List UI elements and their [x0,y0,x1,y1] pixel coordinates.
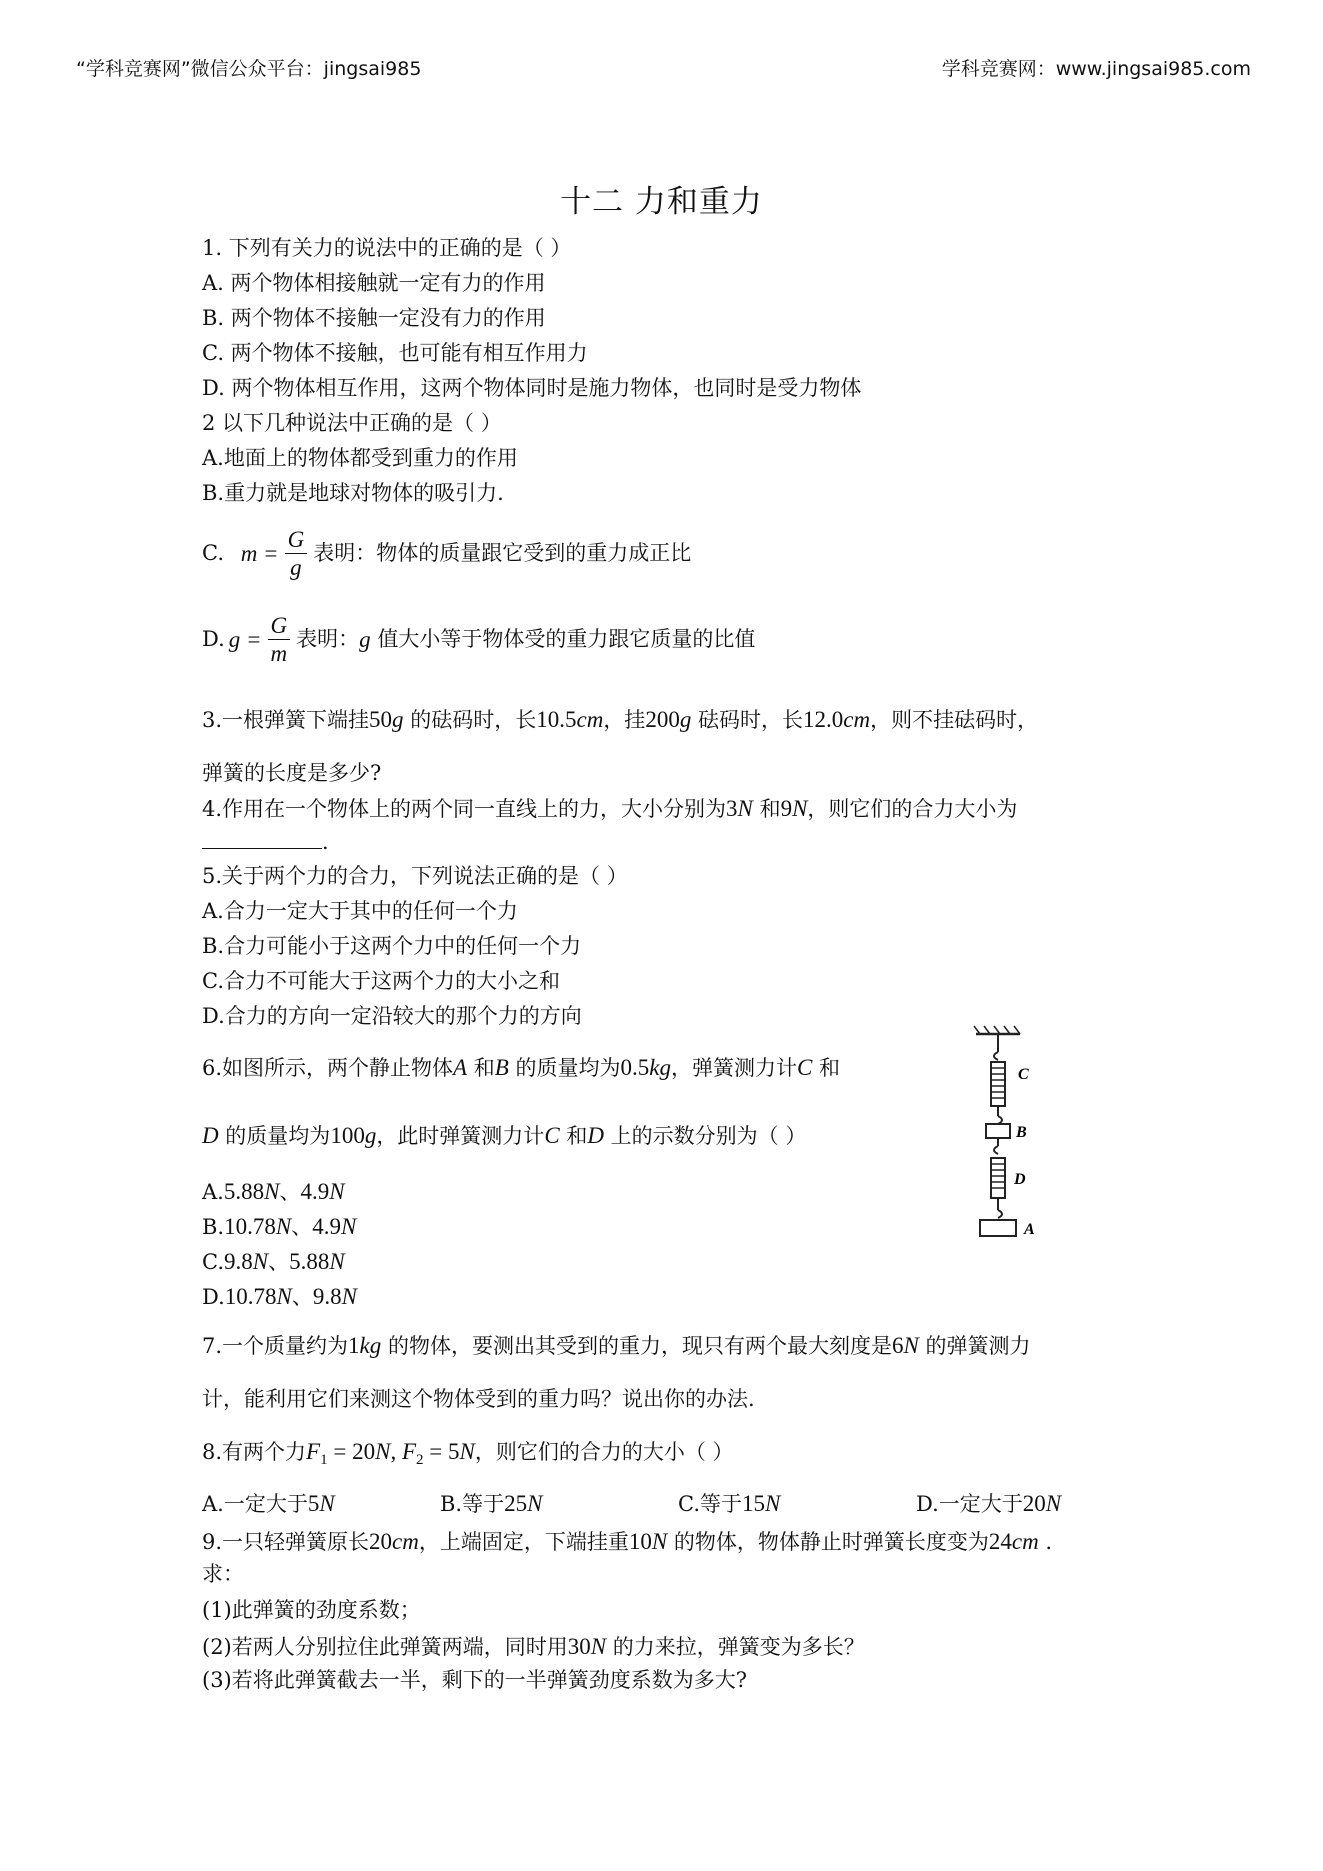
scale-d-hook [998,1210,1002,1218]
scale-c-spring [991,1068,1005,1098]
q2-option-b: B.重力就是地球对物体的吸引力. [202,481,504,505]
q6-a-u1: N [264,1179,280,1204]
q9-s2-text-2: 的力来拉，弹簧变为多长？ [606,1635,865,1659]
q6-c-label: C. [202,1250,224,1274]
q7-line1 [202,1334,1030,1357]
q9-text-1: 9.一只轻弹簧原长 [202,1530,370,1554]
q9-value-1: 20 [369,1529,393,1554]
q4-text-3: ，则它们的合力大小为 [807,797,1018,821]
q8-f2: F [401,1439,416,1464]
q1-option-b: B. 两个物体不接触一定没有力的作用 [202,306,546,330]
scale-d-spring [991,1164,1005,1188]
q6-text-5: 和 [812,1056,841,1080]
q6-d-u1: N [276,1284,292,1309]
q6-a-label: A. [202,1180,224,1204]
q6-b-u1: N [275,1214,292,1239]
q8-stem [202,1440,734,1468]
q6-c-sep: 、 [268,1250,290,1274]
q6-l2-var-c: C [544,1123,560,1148]
q8-f1-sub: 1 [320,1452,328,1469]
q6-b-u2: N [340,1214,357,1239]
q5-option-a: A.合力一定大于其中的任何一个力 [202,899,518,923]
q6-option-c [202,1250,345,1273]
q3-text-4: 砝码时，长 [691,708,803,732]
q7-unit-2: N [903,1333,919,1358]
q9-unit-1: cm [392,1529,419,1554]
q9-s2-value: 30 [567,1634,591,1659]
q8-option-b [440,1492,542,1515]
q6-text-1: 6.如图所示，两个静止物体 [202,1056,454,1080]
q4-text-1: 4.作用在一个物体上的两个同一直线上的力，大小分别为 [202,797,727,821]
q2-d-numerator: G [268,614,291,640]
q4-line1 [202,797,1017,820]
q8-eq1: = 20 [327,1439,376,1464]
q2-d-text1: 表明： [296,627,360,651]
page-title: 十二 力和重力 [560,184,763,220]
q3-unit-2: cm [576,707,604,732]
q2-option-d [202,614,755,665]
q6-l2-text-4: 上的示数分别为（ ） [603,1124,807,1148]
q8-b-label: B.等于 [440,1492,505,1516]
q3-text-1: 3.一根弹簧下端挂 [202,708,370,732]
q6-d-label: D. [202,1285,225,1309]
q6-c-v1: 9.8 [224,1249,253,1274]
q8-f2-sub: 2 [416,1452,424,1469]
q8-f1: F [306,1439,321,1464]
block-b-hook [994,1146,998,1154]
q6-line2 [202,1124,806,1147]
q3-value-1: 50 [369,707,393,732]
q9-unit-3: cm [1011,1529,1039,1554]
q6-a-v1: 5.88 [223,1179,265,1204]
spring-scale-figure [946,1024,1066,1264]
q7-text-2: 的物体，要测出其受到的重力，现只有两个最大刻度是 [381,1334,892,1358]
q7-unit-1: kg [359,1333,382,1358]
q6-a-u2: N [329,1179,345,1204]
q6-text-2: 和 [467,1056,495,1080]
q2-c-label: C. [202,541,224,565]
q6-c-v2: 5.88 [289,1249,330,1274]
q6-d-sep: 、 [291,1285,313,1309]
q1-option-d: D. 两个物体相互作用，这两个物体同时是施力物体，也同时是受力物体 [202,376,862,400]
q6-b-v2: 4.9 [312,1214,341,1239]
q8-option-a [202,1492,335,1515]
block-b [986,1124,1010,1138]
q2-c-lhs: m = [240,541,279,566]
q3-value-4: 12.0 [803,707,844,732]
q7-text-3: 的弹簧测力 [918,1334,1031,1358]
q1-option-c: C. 两个物体不接触，也可能有相互作用力 [202,341,588,365]
q8-c-label: C.等于 [678,1492,742,1516]
q6-option-b [202,1215,356,1238]
q5-option-b: B.合力可能小于这两个力中的任何一个力 [202,934,582,958]
q2-option-a: A.地面上的物体都受到重力的作用 [202,446,518,470]
q6-var-a: A [453,1055,468,1080]
q6-l2-text-3: 和 [559,1124,588,1148]
q8-a-label: A.一定大于 [202,1492,308,1516]
q2-option-c [202,528,691,579]
q8-option-d [916,1492,1061,1515]
q8-b-value: 25 [504,1491,528,1516]
q5-option-d: D.合力的方向一定沿较大的那个力的方向 [202,1004,582,1028]
q4-unit-1: N [737,796,753,821]
q7-line2: 计，能利用它们来测这个物体受到的重力吗？说出你的办法. [202,1387,755,1411]
q2-d-fraction [268,614,291,665]
q9-sub1: (1)此弹簧的劲度系数； [202,1598,421,1622]
q8-text-2: ，则它们的合力的大小（ ） [474,1440,734,1464]
q9-line2: 求： [202,1562,244,1586]
q3-value-3: 200 [645,707,680,732]
q6-line1 [202,1056,840,1079]
q6-a-sep: 、 [279,1180,301,1204]
q6-text-3: 的质量均为 [508,1056,621,1080]
q6-b-sep: 、 [291,1215,313,1239]
q8-n2: N [459,1439,475,1464]
q6-var-c: C [797,1055,813,1080]
q3-text-3: ，挂 [603,708,646,732]
q6-l2-var-d: D [202,1123,219,1148]
q6-d-v1: 10.78 [224,1284,277,1309]
q7-value-1: 1 [348,1333,360,1358]
q1-stem: 1. 下列有关力的说法中的正确的是（ ） [202,236,572,260]
q8-eq2: = 5 [423,1439,460,1464]
q3-text-5: ，则不挂砝码时， [870,708,1039,732]
q5-stem: 5.关于两个力的合力，下列说法正确的是（ ） [202,864,628,888]
q8-a-value: 5 [307,1491,320,1516]
q2-d-var: g [359,627,371,652]
q6-mass: 0.5 [620,1055,650,1080]
q6-l2-text-1: 的质量均为 [218,1124,331,1148]
q4-text-2: 和 [752,797,781,821]
q6-l2-mass: 100 [330,1123,365,1148]
q8-text-1: 8.有两个力 [202,1440,307,1464]
q9-text-2: ，上端固定，下端挂重 [418,1530,629,1554]
q8-c-value: 15 [742,1491,765,1516]
q8-option-c [678,1492,780,1515]
figure-label-a: A [1024,1221,1035,1238]
q2-stem: 2 以下几种说法中正确的是（ ） [202,411,502,435]
q9-s2-text-1: (2)若两人分别拉住此弹簧两端，同时用 [202,1635,568,1659]
q9-unit-2: N [651,1529,668,1554]
q2-d-lhs: g = [228,627,262,652]
q9-sub3: (3)若将此弹簧截去一半，剩下的一半弹簧劲度系数为多大? [202,1668,748,1692]
q8-c-unit: N [765,1491,781,1516]
q8-d-label: D.一定大于 [916,1492,1023,1516]
q3-text-2: 的砝码时，长 [403,708,537,732]
q8-d-value: 20 [1022,1491,1046,1516]
q2-c-numerator: G [285,528,308,554]
q7-text-1: 7.一个质量约为 [202,1334,349,1358]
q6-mass-unit: kg [649,1055,672,1080]
q3-line2: 弹簧的长度是多少? [202,761,382,785]
q6-b-v1: 10.78 [224,1214,276,1239]
q9-s2-unit: N [590,1634,607,1659]
q6-a-v2: 4.9 [300,1179,330,1204]
q8-d-unit: N [1045,1491,1062,1516]
q3-unit-3: g [679,707,692,732]
q6-option-a [202,1180,345,1203]
q9-text-3: 的物体，物体静止时弹簧长度变为 [667,1530,989,1554]
q4-value-2: 9 [780,796,793,821]
q6-d-v2: 9.8 [312,1284,342,1309]
q9-value-3: 24 [988,1529,1012,1554]
figure-label-c: C [1018,1066,1029,1083]
q6-c-u2: N [329,1249,345,1274]
q4-value-1: 3 [726,796,738,821]
header-left: “学科竞赛网”微信公众平台：jingsai985 [76,58,422,80]
q4-line2 [202,832,329,853]
figure-label-b: B [1016,1124,1027,1141]
q5-option-c: C.合力不可能大于这两个力的大小之和 [202,969,560,993]
block-a [980,1220,1016,1236]
q8-n1: N [375,1439,391,1464]
q4-answer-blank[interactable] [202,848,322,849]
q6-l2-var-d2: D [587,1123,604,1148]
q6-option-d [202,1285,357,1308]
q2-d-text2: 值大小等于物体受的重力跟它质量的比值 [370,627,756,651]
q6-var-b: B [494,1055,509,1080]
q4-unit-2: N [792,796,808,821]
q7-value-2: 6 [891,1333,904,1358]
scale-c-hook [998,1116,1002,1124]
q3-line1 [202,708,1038,731]
q8-b-unit: N [527,1491,543,1516]
q9-value-2: 10 [628,1529,652,1554]
q2-c-denominator: g [290,555,302,580]
q3-value-2: 10.5 [536,707,577,732]
q2-c-text: 表明：物体的质量跟它受到的重力成正比 [313,541,692,565]
figure-label-d: D [1014,1171,1026,1188]
q8-a-unit: N [319,1491,335,1516]
q1-option-a: A. 两个物体相接触就一定有力的作用 [202,271,546,295]
q9-line1 [202,1530,1052,1553]
q3-unit-4: cm [843,707,871,732]
top-hook [994,1052,998,1060]
q6-text-4: ，弹簧测力计 [671,1056,798,1080]
q3-unit-1: g [392,707,404,732]
q6-d-u2: N [341,1284,357,1309]
q2-d-denominator: m [270,641,288,666]
header-right: 学科竞赛网：www.jingsai985.com [941,58,1251,80]
q2-d-label: D. [202,627,225,651]
q2-c-fraction [285,528,308,579]
q8-comma: , [390,1439,402,1464]
q9-text-4: . [1038,1530,1053,1554]
q9-sub2 [202,1635,865,1658]
q4-end: . [322,830,329,854]
q6-c-u1: N [252,1249,269,1274]
q6-l2-unit: g [364,1123,377,1148]
q6-l2-text-2: ，此时弹簧测力计 [376,1124,545,1148]
q6-b-label: B. [202,1215,225,1239]
